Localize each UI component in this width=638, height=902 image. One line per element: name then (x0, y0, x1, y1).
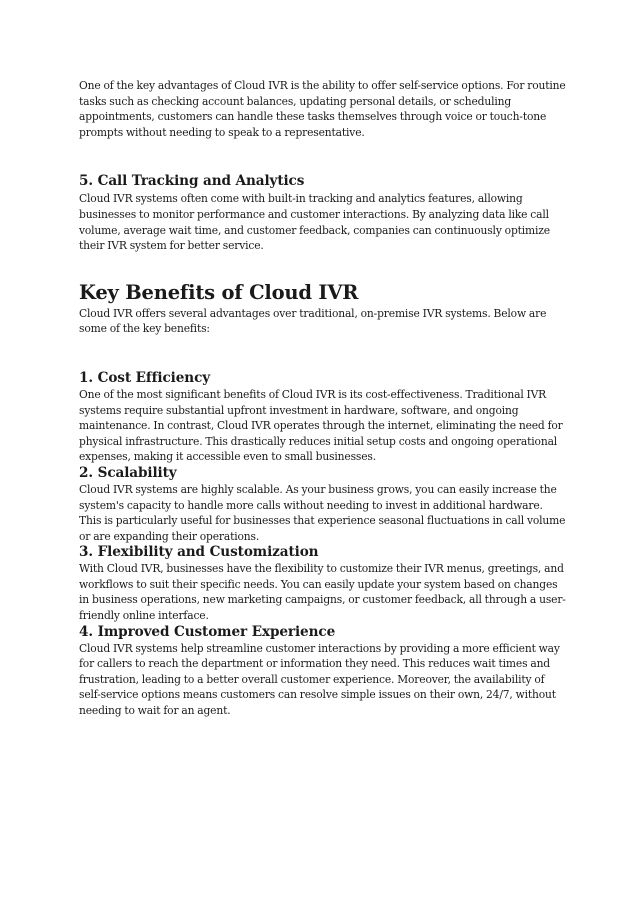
document-body (79, 78, 567, 719)
benefit-heading-cost-efficiency: 1. Cost Efficiency (79, 369, 211, 386)
benefit-body-flexibility: With Cloud IVR, businesses have the flexibility to customize their IVR menus, greetings, and workflows to suit their specific needs. You can easily update your system based on changes in business operations, new marketing campaigns, or customer feedback, all through a user-friendly online interface. (79, 562, 566, 623)
benefit-body-scalability: Cloud IVR systems are highly scalable. As your business grows, you can easily increase the system's capacity to handle more calls without needing to invest in additional hardware. This is particularly useful for businesses that experience seasonal fluctuations in call volume or are expanding their operations. (79, 482, 566, 543)
benefit-heading-flexibility: 3. Flexibility and Customization (79, 544, 319, 561)
intro-paragraph: One of the key advantages of Cloud IVR is the ability to offer self-service options. For routine tasks such as checking account balances, updating personal details, or scheduling appointments, customers can handle these tasks themselves through voice or touch-tone prompts without needing to speak to a representative. (79, 79, 566, 139)
key-benefits-intro: Cloud IVR offers several advantages over traditional, on-premise IVR systems. Below are some of the key benefits: (79, 306, 547, 336)
section-heading-call-tracking: 5. Call Tracking and Analytics (79, 173, 305, 190)
benefit-body-customer-experience: Cloud IVR systems help streamline customer interactions by providing a more efficient way for callers to reach the department or information they need. This reduces wait times and frustration, leading to a better overall customer experience. Moreover, the availability of self-service options means customers can resolve simple issues on their own, 24/7, without needing to wait for an agent. (79, 641, 560, 718)
key-benefits-heading: Key Benefits of Cloud IVR (79, 280, 359, 304)
benefit-body-cost-efficiency: One of the most significant benefits of Cloud IVR is its cost-effectiveness. Traditional IVR systems require substantial upfront investment in hardware, software, and ongoing maintenance. In contrast, Cloud IVR operates through the internet, eliminating the need for physical infrastructure. This drastically reduces initial setup costs and ongoing operational expenses, making it accessible even to small businesses. (79, 387, 563, 464)
benefit-heading-scalability: 2. Scalability (79, 464, 177, 481)
benefit-heading-customer-experience: 4. Improved Customer Experience (79, 623, 336, 640)
section-body-call-tracking: Cloud IVR systems often come with built-in tracking and analytics features, allowing businesses to monitor performance and customer interactions. By analyzing data like call volume, average wait time, and customer feedback, companies can continuously optimize their IVR system for better service. (79, 192, 550, 253)
